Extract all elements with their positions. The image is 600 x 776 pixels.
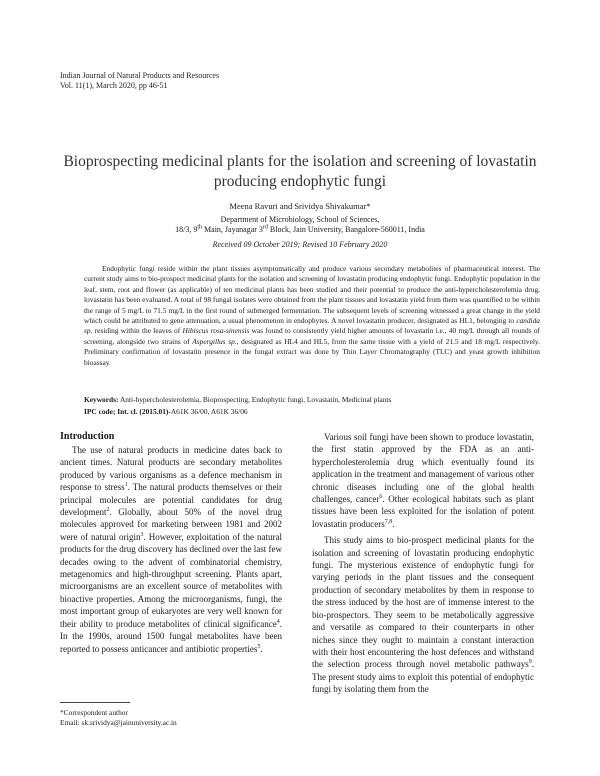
article-title — [60, 152, 540, 192]
affiliation-line-1: Department of Microbiology, School of Sciences, — [220, 215, 380, 224]
journal-header — [60, 71, 219, 91]
correspondent-email: Email: sk.srividya@jainuniversity.ac.in — [60, 718, 177, 727]
ipc-label: IPC code; Int. cl. (2015.01)- — [84, 407, 171, 416]
section-heading-introduction: Introduction — [60, 431, 115, 442]
paragraph: Various soil fungi have been shown to produce lovastatin, the first statin approved by the FDA as an anti-hypercholesterolemia drug which eventually found its application in the treatment and management of various other chronic diseases including one of the global health challenges, cancer$^6$. Other ecological habitats such as plant tissues have been less exploited for the isolation of potent lovastatin producers$^{7,8}$. — [312, 432, 534, 529]
body-column-left — [60, 430, 282, 655]
affiliation-line-2: 18/3, 9th Main, Jayanagar 3rd Block, Jain University, Bangalore-560011, India — [175, 224, 425, 234]
keywords — [84, 395, 540, 405]
received-dates: Received 09 October 2019; Revised 10 February 2020 — [212, 240, 388, 249]
journal-name: Indian Journal of Natural Products and Resources — [60, 71, 220, 80]
body-column-right — [312, 431, 534, 696]
footnote — [60, 708, 177, 728]
keywords-label: Keywords: — [84, 395, 119, 404]
paragraph: This study aims to bio-prospect medicinal plants for the isolation and screening of lovastatin producing endophytic fungi. The mysterious existence of endophytic fungi for varying periods in the plant tissues and the consequent production of secondary metabolites by them in response to the stress induced by the host are of immense interest to the bio-prospectors. They seem to be metabolically aggressive and versatile as compared to their counterparts in other niches since they ought to maintain a constant interaction with their host encountering the host defences and withstand the selection process through novel metabolic pathways$^9$. The present study aims to exploit this potential of endophytic fungi by isolating them from the — [312, 535, 534, 695]
volume-info: Vol. 11(1), March 2020, pp 46-51 — [60, 81, 168, 90]
footnote-divider — [60, 702, 130, 703]
abstract-text: Endophytic fungi reside within the plant tissues asymptomatically and produce various secondary metabolites of pharmaceutical interest. The current study aims to bio-prospect medicinal plants for the isolation and screening of lovastatin producing endophytic fungi. Endophytic population in the leaf, stem, root and flower (as applicable) of ten medicinal plants has been studied and their potential to produce the anti-hypercholesterolemia drug, lovastatin has been evaluated. A total of 98 fungal isolates were obtained from the plant tissues and lovastatin yield from them was quantified to be within the range of 5 mg/L to 71.5 mg/L in the first round of submerged fermentation. The subsequent levels of screening witnessed a great change in the yield which could be attributed to gene attenuation, a usual phenomenon in endophytes. A novel lovastatin producer, designated as HL1, belonging to candida sp. residing within the leaves of Hibiscus rosa-sinensis was found to consistently yield higher amounts of lovastatin i.e., 40 mg/L through all rounds of screening, alongside two strains of Aspergillus sp., designated as HL4 and HL5, from the same tissue with a yield of 21.5 and 18 mg/L respectively. Preliminary confirmation of lovastatin presence in the fungal extract was done by Thin Layer Chromatography (TLC) and yeast growth inhibition bioassay. — [84, 264, 541, 367]
abstract — [84, 264, 540, 368]
title-line-2: producing endophytic fungi — [213, 173, 387, 190]
ipc-text: A61K 36/00, A61K 36/06 — [170, 407, 248, 416]
paragraph: The use of natural products in medicine dates back to ancient times. Natural products are secondary metabolites produced by various organisms as a defence mechanism in response to stress$^1$. The natural products themselves or their principal molecules are potential candidates for drug development$^2$. Globally, about 50% of the novel drug molecules approved for marketing between 1981 and 2002 were of natural origin$^3$. However, exploitation of the natural products for the drug discovery has declined over the last few decades owing to the advent of combinatorial chemistry, metagenomics and high-throughput screening. Plants apart, microorganisms are an excellent source of metabolites with bioactive properties. Among the microorganisms, fungi, the most important group of eukaryotes are very well known for their ability to produce metabolites of clinical significance$^4$. In the 1990s, around 1500 fungal metabolites have been reported to possess anticancer and antibiotic properties$^5$. — [60, 445, 283, 654]
correspondent-note: *Correspondent author — [60, 708, 128, 717]
ipc-code — [84, 407, 540, 417]
keywords-text: Anti-hypercholesterolemia, Bioprospecting, Endophytic fungi, Lovastatin, Medicinal plants — [118, 395, 392, 404]
affiliation — [60, 215, 540, 235]
title-line-1: Bioprospecting medicinal plants for the isolation and screening of lovastatin — [63, 153, 537, 170]
authors: Meena Ravuri and Srividya Shivakumar* — [229, 201, 371, 211]
